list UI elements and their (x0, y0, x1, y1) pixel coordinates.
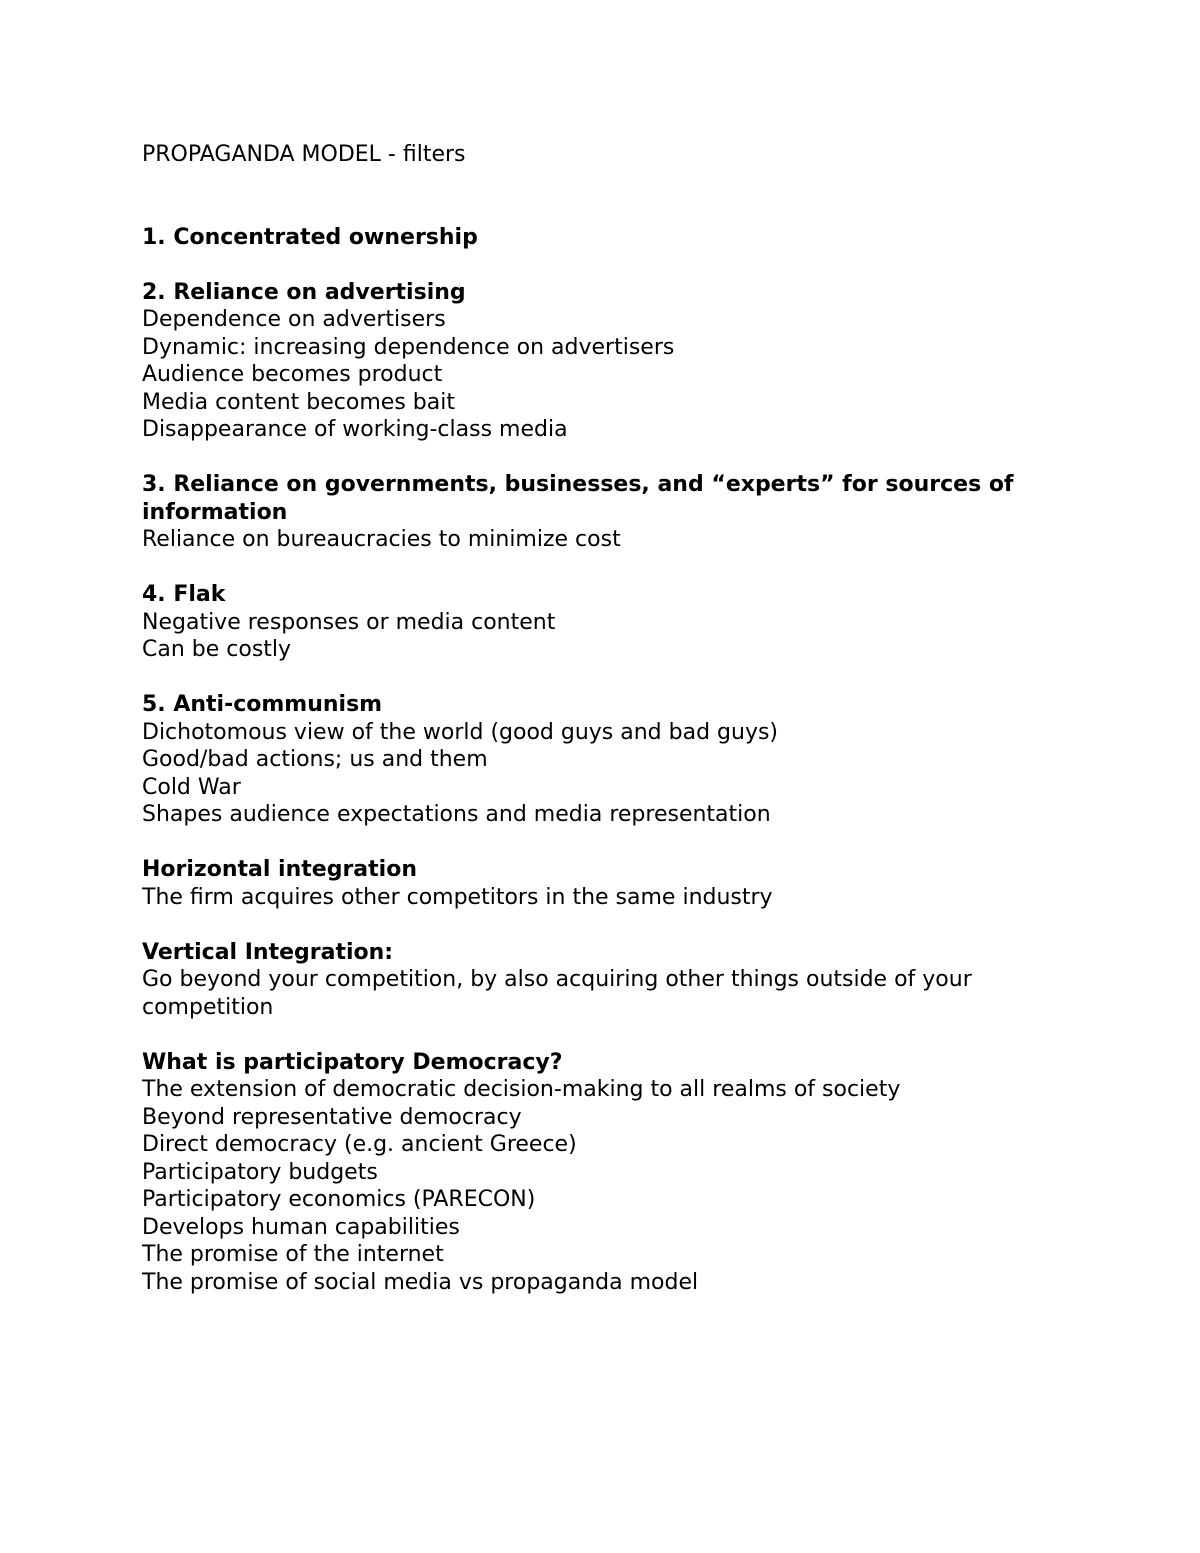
section-heading: Horizontal integration (142, 857, 417, 882)
section-line: Dynamic: increasing dependence on advertisers (142, 334, 675, 360)
section-heading: 4. Flak (142, 582, 226, 607)
title-spacer (142, 169, 1052, 224)
section-heading: What is participatory Democracy? (142, 1049, 563, 1075)
section-heading: 3. Reliance on governments, businesses, and “experts” for sources of information (142, 472, 1014, 525)
section (142, 856, 1052, 911)
document-page (142, 141, 1052, 1296)
section-spacer (142, 829, 1052, 857)
section (142, 279, 1052, 444)
section (142, 224, 1052, 252)
section-line: Disappearance of working-class media (142, 417, 568, 442)
section-line: Cold War (142, 774, 241, 800)
section-line: Negative responses or media content (142, 609, 556, 635)
section-line: Shapes audience expectations and media representation (142, 802, 771, 827)
section (142, 581, 1052, 664)
section-line: Go beyond your competition, by also acquiring other things outside of your competition (142, 967, 972, 1020)
section-line: The firm acquires other competitors in the same industry (142, 884, 773, 910)
section-spacer (142, 664, 1052, 692)
section-line: Direct democracy (e.g. ancient Greece) (142, 1132, 577, 1157)
section-line: Beyond representative democracy (142, 1104, 522, 1130)
section-line: Participatory economics (PARECON) (142, 1187, 536, 1212)
section-line: Audience becomes product (142, 362, 443, 387)
section (142, 471, 1052, 554)
section-line: Participatory budgets (142, 1159, 378, 1185)
section-heading: 2. Reliance on advertising (142, 279, 466, 305)
section-line: Develops human capabilities (142, 1214, 460, 1240)
section (142, 691, 1052, 829)
section (142, 939, 1052, 1022)
section-heading: 1. Concentrated ownership (142, 224, 478, 250)
section-heading: Vertical Integration: (142, 939, 394, 965)
section-line: The promise of social media vs propaganda model (142, 1269, 699, 1295)
document-title: PROPAGANDA MODEL - filters (142, 142, 466, 167)
section-spacer (142, 911, 1052, 939)
section-line: Dichotomous view of the world (good guys and bad guys) (142, 719, 779, 745)
section-spacer (142, 251, 1052, 279)
section-line: The extension of democratic decision-making to all realms of society (142, 1077, 901, 1102)
section-line: The promise of the internet (142, 1242, 444, 1267)
document-sections (142, 224, 1052, 1297)
section-spacer (142, 1021, 1052, 1049)
section-line: Dependence on advertisers (142, 307, 446, 332)
section (142, 1049, 1052, 1297)
section-line: Media content becomes bait (142, 389, 455, 415)
section-heading: 5. Anti-communism (142, 692, 383, 717)
section-spacer (142, 444, 1052, 472)
section-spacer (142, 554, 1052, 582)
section-line: Reliance on bureaucracies to minimize cost (142, 527, 621, 552)
section-line: Good/bad actions; us and them (142, 747, 488, 772)
section-line: Can be costly (142, 637, 292, 662)
